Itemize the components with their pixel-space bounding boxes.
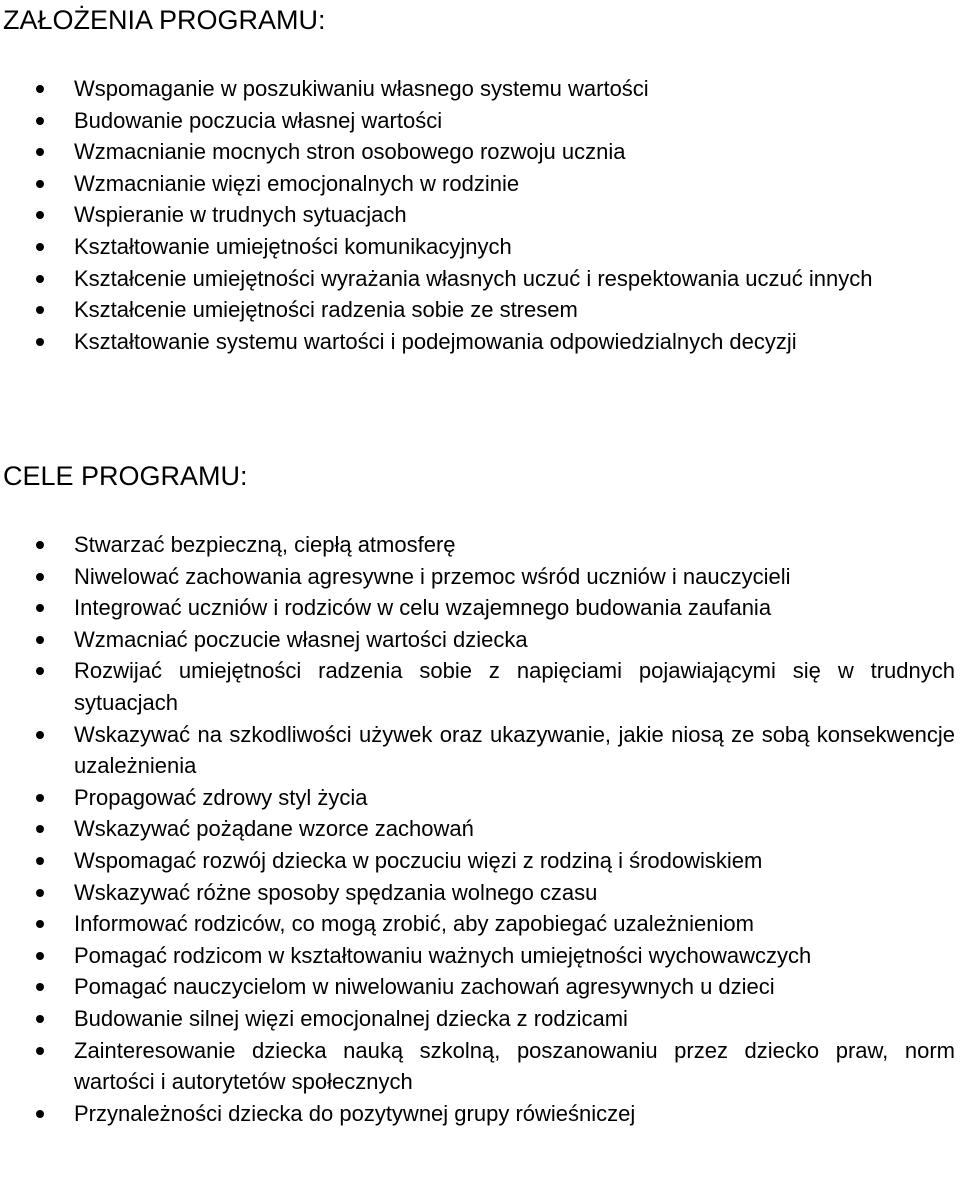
list-item: Kształtowanie umiejętności komunikacyjnych bbox=[0, 231, 955, 263]
list-item: Wzmacnianie więzi emocjonalnych w rodzinie bbox=[0, 168, 955, 200]
list-item: Wspomagać rozwój dziecka w poczuciu więzi z rodziną i środowiskiem bbox=[0, 845, 955, 877]
list-item: Kształcenie umiejętności wyrażania własnych uczuć i respektowania uczuć innych bbox=[0, 263, 955, 295]
list-item: Pomagać nauczycielom w niwelowaniu zachowań agresywnych u dzieci bbox=[0, 971, 955, 1003]
list-item: Niwelować zachowania agresywne i przemoc wśród uczniów i nauczycieli bbox=[0, 561, 955, 593]
list-item: Zainteresowanie dziecka nauką szkolną, poszanowaniu przez dziecko praw, norm wartości i autorytetów społecznych bbox=[0, 1035, 955, 1098]
list-item: Stwarzać bezpieczną, ciepłą atmosferę bbox=[0, 529, 955, 561]
list-item: Wspieranie w trudnych sytuacjach bbox=[0, 199, 955, 231]
list-item: Wspomaganie w poszukiwaniu własnego systemu wartości bbox=[0, 73, 955, 105]
list-item: Informować rodziców, co mogą zrobić, aby zapobiegać uzależnieniom bbox=[0, 908, 955, 940]
section-heading-zalozenia: ZAŁOŻENIA PROGRAMU: bbox=[3, 5, 326, 35]
list-item: Wzmacniać poczucie własnej wartości dziecka bbox=[0, 624, 955, 656]
list-item: Rozwijać umiejętności radzenia sobie z napięciami pojawiającymi się w trudnych sytuacjach bbox=[0, 655, 955, 718]
list-item: Budowanie silnej więzi emocjonalnej dziecka z rodzicami bbox=[0, 1003, 955, 1035]
list-item: Pomagać rodzicom w kształtowaniu ważnych umiejętności wychowawczych bbox=[0, 940, 955, 972]
list-item: Wskazywać różne sposoby spędzania wolnego czasu bbox=[0, 877, 955, 909]
list-item: Przynależności dziecka do pozytywnej grupy rówieśniczej bbox=[0, 1098, 955, 1130]
list-item: Wzmacnianie mocnych stron osobowego rozwoju ucznia bbox=[0, 136, 955, 168]
list-item: Wskazywać pożądane wzorce zachowań bbox=[0, 813, 955, 845]
list-item: Kształtowanie systemu wartości i podejmowania odpowiedzialnych decyzji bbox=[0, 326, 955, 358]
list-item: Kształcenie umiejętności radzenia sobie ze stresem bbox=[0, 294, 955, 326]
bullet-list-zalozenia bbox=[0, 73, 955, 357]
section-heading-cele: CELE PROGRAMU: bbox=[3, 461, 248, 491]
list-item: Wskazywać na szkodliwości używek oraz ukazywanie, jakie niosą ze sobą konsekwencje uzależnienia bbox=[0, 719, 955, 782]
bullet-list-cele bbox=[0, 529, 955, 1129]
list-item: Propagować zdrowy styl życia bbox=[0, 782, 955, 814]
list-item: Integrować uczniów i rodziców w celu wzajemnego budowania zaufania bbox=[0, 592, 955, 624]
list-item: Budowanie poczucia własnej wartości bbox=[0, 105, 955, 137]
